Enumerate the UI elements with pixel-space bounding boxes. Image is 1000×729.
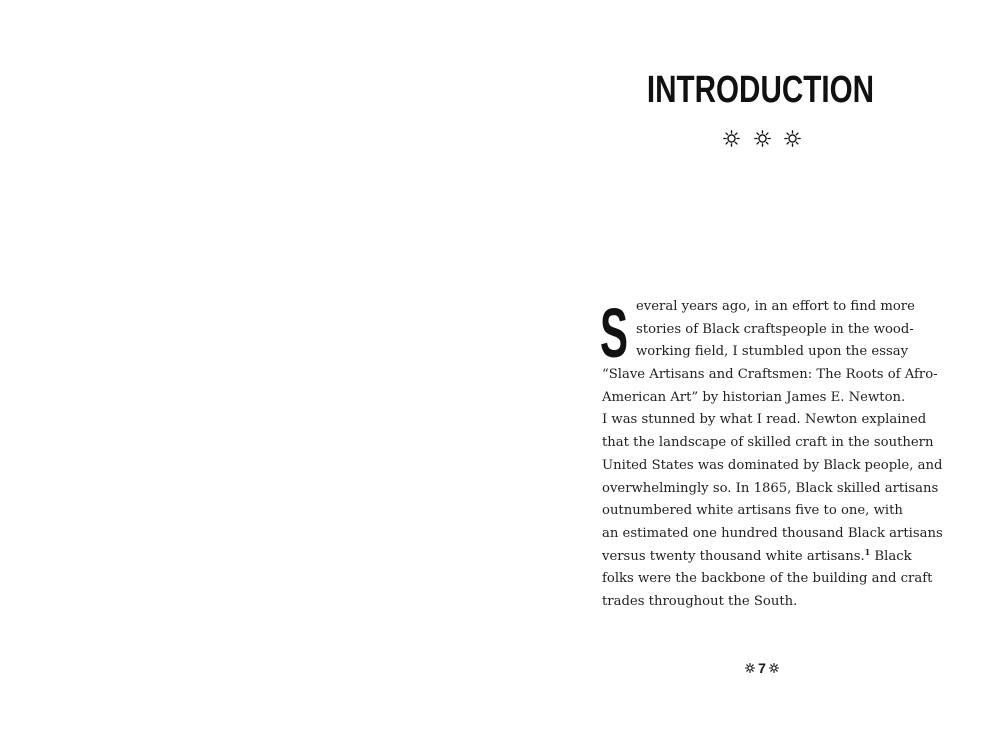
sun-icon: [745, 663, 755, 673]
paragraph-line: United States was dominated by Black people, and: [602, 457, 943, 473]
page-folio: [500, 659, 1000, 679]
sun-icon: [723, 130, 740, 147]
paragraph-line: that the landscape of skilled craft in the southern: [602, 435, 934, 451]
paragraph-line: everal years ago, in an effort to find more: [636, 299, 915, 314]
paragraph-line: American Art” by historian James E. Newton.: [602, 389, 906, 405]
right-page: [500, 0, 1000, 729]
paragraph-line: working field, I stumbled upon the essay: [636, 344, 909, 360]
ornament-row: [500, 128, 1000, 150]
chapter-title: INTRODUCTION: [646, 69, 875, 111]
paragraph-line-text: versus twenty thousand white artisans.: [602, 548, 865, 564]
paragraph-line-continuation: Black: [870, 548, 912, 564]
paragraph-line: “Slave Artisans and Craftsmen: The Roots of Afro-: [602, 367, 938, 383]
sun-icon: [769, 663, 779, 673]
paragraph-line: an estimated one hundred thousand Black artisans: [602, 525, 943, 541]
paragraph-line-with-footnote: [602, 546, 922, 569]
footnote-marker[interactable]: 1: [864, 546, 871, 557]
paragraph-line: trades throughout the South.: [602, 593, 798, 609]
paragraph-line: folks were the backbone of the building and craft: [602, 571, 933, 587]
drop-cap: S: [600, 294, 629, 372]
paragraph-line: stories of Black craftspeople in the wood-: [636, 321, 914, 337]
paragraph-line: I was stunned by what I read. Newton explained: [602, 412, 927, 428]
paragraph-line: outnumbered white artisans five to one, with: [602, 503, 903, 519]
page-number: 7: [758, 660, 766, 677]
sun-icon: [754, 130, 771, 147]
intro-paragraph: [602, 296, 943, 614]
paragraph-line: overwhelmingly so. In 1865, Black skilled artisans: [602, 480, 939, 496]
sun-icon: [784, 130, 801, 147]
